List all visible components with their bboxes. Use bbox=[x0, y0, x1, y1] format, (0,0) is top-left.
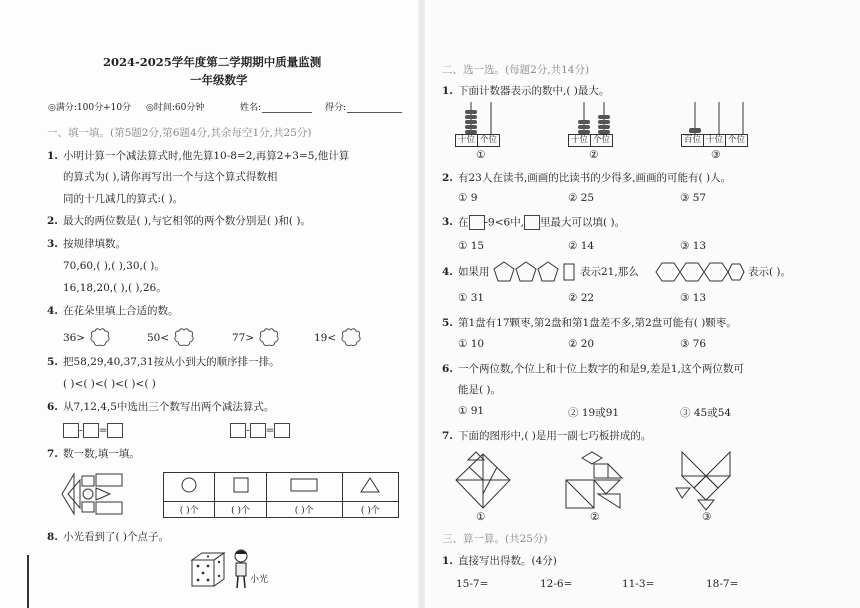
r-q3-option-3[interactable]: ③ 13 bbox=[680, 240, 707, 252]
tangram-mark-1: ① bbox=[476, 511, 486, 523]
r-q7-text: 下面的图形中,( )是用一副七巧板拼成的。 bbox=[458, 430, 652, 442]
r-q5-option-2[interactable]: ② 20 bbox=[568, 338, 595, 350]
q4-flower-item bbox=[232, 328, 280, 348]
r-q3-text-a: 在 bbox=[458, 216, 469, 229]
minus-sign: - bbox=[79, 424, 83, 437]
tangram-figure-2[interactable] bbox=[562, 450, 626, 512]
shape-cell bbox=[266, 473, 342, 502]
r-q1-text: 下面计数器表示的数中,( )最大。 bbox=[458, 85, 610, 97]
page-edge-line bbox=[27, 555, 29, 608]
r-q4-text-a: 如果用 bbox=[458, 266, 490, 278]
q4-flower-item bbox=[63, 328, 111, 348]
square-icon bbox=[231, 476, 251, 494]
tangram-mark-3: ③ bbox=[702, 511, 712, 523]
r-q6-option-1[interactable]: ① 91 bbox=[458, 405, 485, 417]
q4-flower-item bbox=[147, 328, 195, 348]
answer-box[interactable] bbox=[250, 423, 266, 438]
full-score: ◎满分:100分+10分 bbox=[48, 103, 132, 113]
circle-icon bbox=[179, 476, 199, 494]
calc-item[interactable]: 12-6= bbox=[540, 578, 573, 590]
q4-number: 4. bbox=[47, 305, 58, 317]
r-q6-option-3[interactable]: ③ 45或54 bbox=[680, 407, 732, 419]
answer-box[interactable] bbox=[83, 423, 99, 438]
r-q3-option-2[interactable]: ② 14 bbox=[568, 240, 595, 252]
q6-equation-2 bbox=[230, 423, 290, 438]
place-label: 十位 bbox=[456, 135, 478, 146]
equals-sign: = bbox=[265, 424, 275, 437]
count-cell[interactable]: ( )个 bbox=[215, 501, 266, 517]
r-q4-text-c: 表示( )。 bbox=[748, 266, 792, 278]
section-choose: 二、选一选。(每题2分,共14分) bbox=[442, 64, 590, 76]
q3-sequence-2: 16,18,20,( ),( ),26。 bbox=[63, 282, 167, 294]
tangram-figure-1[interactable] bbox=[452, 450, 514, 512]
q8-number: 8. bbox=[47, 531, 58, 543]
q4-flower-expr: 36> bbox=[63, 332, 86, 344]
shape-cell bbox=[215, 473, 266, 502]
q4-text: 在花朵里填上合适的数。 bbox=[63, 305, 179, 317]
equals-sign: = bbox=[98, 424, 108, 437]
q7-text: 数一数,填一填。 bbox=[63, 448, 140, 460]
rectangle-icon bbox=[289, 476, 319, 494]
q1-line1: 小明计算一个减法算式时,他先算10-8=2,再算2+3=5,他计算 bbox=[63, 150, 350, 162]
r-q3-text bbox=[458, 215, 625, 230]
q5-text: 把58,29,40,37,31按从小到大的顺序排一排。 bbox=[63, 356, 280, 368]
q5-number: 5. bbox=[47, 356, 58, 368]
place-label: 个位 bbox=[593, 135, 611, 145]
score-label: 得分: bbox=[325, 103, 347, 113]
r-q3-text-b: -9<6中, bbox=[484, 216, 525, 229]
dice-cube-icon bbox=[188, 550, 228, 590]
option-mark-3: ③ bbox=[711, 149, 721, 161]
r-q6-line2: 能是( )。 bbox=[458, 384, 502, 396]
count-cell[interactable]: ( )个 bbox=[342, 501, 398, 517]
option-mark-1: ① bbox=[476, 149, 486, 161]
place-label: 十位 bbox=[569, 135, 591, 146]
shape-count-table bbox=[163, 472, 399, 518]
count-cell[interactable]: ( )个 bbox=[266, 501, 342, 517]
exam-time: ◎时间:60分钟 bbox=[146, 103, 205, 113]
answer-box[interactable] bbox=[230, 423, 246, 438]
answer-box[interactable] bbox=[274, 423, 290, 438]
c1-number: 1. bbox=[442, 555, 453, 567]
exam-subtitle: 一年级数学 bbox=[190, 73, 248, 87]
blank-box[interactable] bbox=[469, 215, 485, 230]
q4-flower-expr: 77> bbox=[232, 332, 255, 344]
shape-cell bbox=[164, 473, 215, 502]
r-q5-option-3[interactable]: ③ 76 bbox=[680, 338, 707, 350]
r-q4-option-2[interactable]: ② 22 bbox=[568, 292, 595, 304]
r-q1-number: 1. bbox=[442, 85, 453, 97]
q3-text: 按规律填数。 bbox=[63, 238, 126, 250]
c1-text: 直接写出得数。(4分) bbox=[458, 555, 557, 567]
q7-number: 7. bbox=[47, 448, 58, 460]
section-fill-in: 一、填一填。(第5题2分,第6题4分,其余每空1分,共25分) bbox=[47, 127, 312, 139]
r-q6-number: 6. bbox=[442, 363, 453, 375]
option-mark-2: ② bbox=[589, 149, 599, 161]
r-q5-number: 5. bbox=[442, 317, 453, 329]
section-calculate: 三、算一算。(共25分) bbox=[442, 533, 548, 545]
q4-flower-expr: 19< bbox=[314, 332, 337, 344]
q1-line3: 同的十几减几的算式:( )。 bbox=[63, 193, 184, 205]
score-field[interactable] bbox=[347, 112, 402, 113]
r-q4-number: 4. bbox=[442, 266, 453, 278]
place-label: 个位 bbox=[728, 135, 746, 145]
answer-box[interactable] bbox=[63, 423, 79, 438]
exam-title: 2024-2025学年度第二学期期中质量监测 bbox=[103, 55, 322, 69]
calc-item[interactable]: 11-3= bbox=[622, 578, 655, 590]
q1-line2: 的算式为( ),请你再写出一个与这个算式得数相 bbox=[63, 171, 278, 183]
tangram-figure-3[interactable] bbox=[672, 448, 740, 512]
r-q3-number: 3. bbox=[442, 216, 453, 228]
flower-blank-icon[interactable] bbox=[258, 328, 280, 348]
r-q2-option-2[interactable]: ② 25 bbox=[568, 192, 595, 204]
q1-number: 1. bbox=[47, 150, 58, 162]
flower-blank-icon[interactable] bbox=[173, 328, 195, 348]
q6-number: 6. bbox=[47, 401, 58, 413]
q3-number: 3. bbox=[47, 238, 58, 250]
r-q2-text: 有23人在读书,画画的比读书的少得多,画画的可能有( )人。 bbox=[458, 172, 732, 184]
count-cell[interactable]: ( )个 bbox=[164, 501, 215, 517]
q4-flower-item bbox=[314, 328, 362, 348]
r-q4-option-1[interactable]: ① 31 bbox=[458, 292, 485, 304]
r-q2-number: 2. bbox=[442, 172, 453, 184]
place-label: 百位 bbox=[682, 135, 704, 146]
triangle-icon bbox=[359, 476, 381, 494]
abacus-option-1[interactable] bbox=[455, 134, 500, 147]
abacus-rods-2 bbox=[568, 100, 620, 134]
hexagon-group-icon bbox=[650, 260, 746, 284]
flower-blank-icon[interactable] bbox=[340, 328, 362, 348]
place-label: 十位 bbox=[704, 135, 726, 146]
r-q3-text-c: 里最大可以填( )。 bbox=[540, 216, 626, 229]
abacus-rods-1 bbox=[455, 100, 507, 134]
q8-text: 小光看到了( )个点子。 bbox=[63, 531, 170, 543]
abacus-rods-3 bbox=[681, 100, 757, 134]
calc-item[interactable]: 15-7= bbox=[456, 578, 489, 590]
q6-equation-1 bbox=[63, 423, 123, 438]
answer-box[interactable] bbox=[107, 423, 123, 438]
blank-box bbox=[524, 215, 540, 230]
q2-number: 2. bbox=[47, 215, 58, 227]
r-q2-option-3[interactable]: ③ 57 bbox=[680, 192, 707, 204]
r-q2-option-1[interactable]: ① 9 bbox=[458, 192, 478, 204]
abacus-option-2[interactable] bbox=[568, 134, 613, 147]
r-q6-line1: 一个两位数,个位上和十位上数字的和是9,差是1,这个两位数可 bbox=[458, 363, 744, 375]
r-q3-option-1[interactable]: ① 15 bbox=[458, 240, 485, 252]
q4-flower-expr: 50< bbox=[147, 332, 170, 344]
boy-figure-icon bbox=[230, 548, 252, 590]
r-q7-number: 7. bbox=[442, 430, 453, 442]
name-field[interactable] bbox=[262, 112, 312, 113]
boy-name-label: 小光 bbox=[250, 575, 269, 585]
q6-text: 从7,12,4,5中选出三个数写出两个减法算式。 bbox=[63, 401, 275, 413]
composite-shape-figure bbox=[60, 470, 126, 518]
r-q5-text: 第1盘有17颗枣,第2盘和第1盘差不多,第2盘可能有( )颗枣。 bbox=[458, 317, 737, 329]
r-q4-text-b: 表示21,那么 bbox=[580, 266, 639, 278]
q5-order-row: ( )<( )<( )<( )<( ) bbox=[63, 378, 156, 390]
r-q5-option-1[interactable]: ① 10 bbox=[458, 338, 485, 350]
shape-cell bbox=[342, 473, 398, 502]
q3-sequence-1: 70,60,( ),( ),30,( )。 bbox=[63, 260, 165, 272]
tangram-mark-2: ② bbox=[590, 511, 600, 523]
flower-blank-icon[interactable] bbox=[89, 328, 111, 348]
place-label: 个位 bbox=[480, 135, 498, 145]
minus-sign: - bbox=[246, 424, 250, 437]
pentagon-group-icon bbox=[492, 260, 576, 284]
r-q6-option-2[interactable]: ② 19或91 bbox=[568, 407, 620, 419]
q2-text: 最大的两位数是( ),与它相邻的两个数分别是( )和( )。 bbox=[63, 215, 311, 227]
r-q4-option-3[interactable]: ③ 13 bbox=[680, 292, 707, 304]
abacus-option-3[interactable] bbox=[681, 134, 748, 147]
name-label: 姓名: bbox=[240, 103, 262, 113]
calc-item[interactable]: 18-7= bbox=[706, 578, 739, 590]
